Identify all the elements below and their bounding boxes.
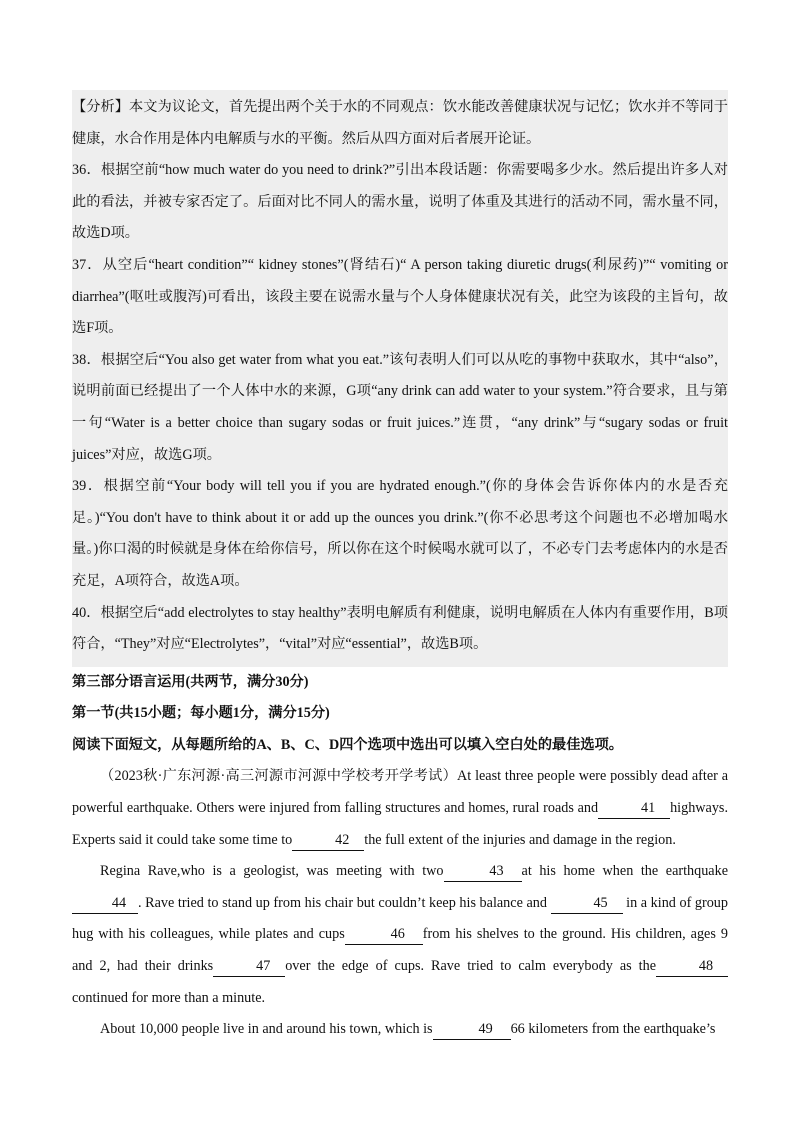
analysis-block <box>72 90 728 667</box>
blank-48: 48 <box>656 956 728 977</box>
blank-41: 41 <box>598 798 670 819</box>
instruction: 阅读下面短文，从每题所给的A、B、C、D四个选项中选出可以填入空白处的最佳选项。 <box>72 736 623 753</box>
blank-44: 44 <box>72 893 138 914</box>
passage-text: continued for more than a minute. <box>72 989 266 1006</box>
passage-text: highways. Experts said it could take some time to <box>72 800 728 848</box>
passage-paragraph-2 <box>72 856 728 1014</box>
passage-paragraph-1 <box>72 761 728 856</box>
blank-45: 45 <box>551 893 623 914</box>
passage-text: . Rave tried to stand up from his chair but couldn’t keep his balance and <box>138 894 547 911</box>
analysis-intro: 【分析】本文为议论文，首先提出两个关于水的不同观点：饮水能改善健康状况与记忆；饮水并不等同于健康，水合作用是体内电解质与水的平衡。然后从四方面对后者展开论证。 <box>72 99 728 147</box>
blank-46: 46 <box>345 924 423 945</box>
passage-text: in a kind of group hug with his colleagues, while plates and cups <box>72 894 728 943</box>
answer-37: 37．从空后“heart condition”“ kidney stones”(肾结石)“ A person taking diuretic drugs(利尿药)”“ vomiting or diarrhea”(呕吐或腹泻)可看出，该段主要在说需水量与个人身体健康状况有关，此空为该段的主旨句，故选F项。 <box>72 256 728 337</box>
blank-49: 49 <box>433 1019 511 1040</box>
answer-38: 38．根据空后“You also get water from what you eat.”该句表明人们可以从吃的事物中获取水，其中“also”，说明前面已经提出了一个人体中水的来源，G项“any drink can add water to your system.”符合要求，且与第一句“Water is a better choice than sugary sodas or fruit juices.”连贯，“any drink”与“sugary sodas or fruit juices”对应，故选G项。 <box>72 351 728 463</box>
blank-47: 47 <box>213 956 285 977</box>
passage-text: About 10,000 people live in and around his town, which is <box>100 1021 433 1038</box>
passage-text: （2023秋·广东河源·高三河源市河源中学校考开学考试）At least three people were possibly dead after a powerful earthquake. Others were injured from falling structures and homes, rural roads and <box>72 768 728 817</box>
passage-text: from his shelves to the ground. His children, ages 9 and 2, had their drinks <box>72 926 728 975</box>
passage-paragraph-3 <box>72 1014 728 1046</box>
section-subtitle: 第一节(共15小题；每小题1分，满分15分) <box>72 705 330 722</box>
answer-36: 36．根据空前“how much water do you need to drink?”引出本段话题：你需要喝多少水。然后提出许多人对此的看法，并被专家否定了。后面对比不同人的需水量，说明了体重及其进行的活动不同，需水量不同，故选D项。 <box>72 162 728 242</box>
passage-text: 66 kilometers from the earthquake’s <box>510 1021 716 1038</box>
part-title: 第三部分语言运用(共两节，满分30分) <box>72 673 309 690</box>
passage-text: Regina Rave,who is a geologist, was meeting with two <box>100 863 444 880</box>
blank-43: 43 <box>444 861 522 882</box>
passage-text: the full extent of the injuries and damage in the region. <box>364 831 676 848</box>
passage-text: at his home when the earthquake <box>521 863 728 880</box>
blank-42: 42 <box>292 830 364 851</box>
document-page <box>72 90 728 1046</box>
answer-40: 40．根据空后“add electrolytes to stay healthy”表明电解质有利健康，说明电解质在人体内有重要作用，B项符合，“They”对应“Electrolytes”，“vital”对应“essential”，故选B项。 <box>72 604 728 653</box>
passage-text: over the edge of cups. Rave tried to calm everybody as the <box>285 958 657 975</box>
answer-39: 39．根据空前“Your body will tell you if you are hydrated enough.”(你的身体会告诉你体内的水是否充足。)“You don't have to think about it or add up the ounces you drink.”(你不必思考这个问题也不必增加喝水量。)你口渴的时候就是身体在给你信号，所以你在这个时候喝水就可以了，不必专门去考虑体内的水是否充足，A项符合，故选A项。 <box>72 478 728 589</box>
